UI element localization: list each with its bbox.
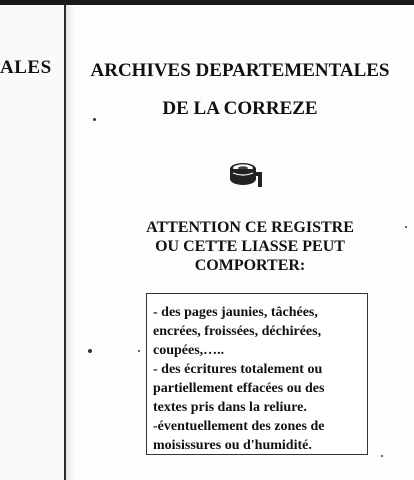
notice-box (146, 293, 368, 455)
scan-speck (88, 349, 92, 353)
notice-line: -éventuellement des zones de (153, 419, 325, 434)
notice-line: - des pages jaunies, tâchées, (153, 305, 318, 320)
scan-speck (381, 455, 383, 457)
warning-line: COMPORTER: (194, 257, 306, 274)
archive-roll-icon (227, 160, 265, 190)
warning-line: OU CETTE LIASSE PEUT (155, 238, 345, 255)
left-page (0, 5, 64, 480)
notice-line: coupées,….. (153, 343, 225, 358)
warning-heading (118, 218, 382, 275)
notice-line: encrées, froissées, déchirées, (153, 324, 322, 339)
archive-title: ARCHIVES DEPARTEMENTALES (90, 60, 390, 81)
notice-line: textes pris dans la reliure. (153, 400, 307, 415)
left-page-title-fragment: ALES (0, 57, 52, 78)
notice-line: partiellement effacées ou des (153, 381, 325, 396)
notice-line: - des écritures totalement ou (153, 362, 323, 377)
archive-subtitle: DE LA CORREZE (162, 98, 318, 119)
warning-line: ATTENTION CE REGISTRE (146, 219, 354, 236)
scan-speck (93, 118, 96, 121)
scan-speck (405, 226, 407, 228)
scan-speck (138, 350, 140, 352)
notice-line: moisissures ou d'humidité. (153, 438, 312, 453)
